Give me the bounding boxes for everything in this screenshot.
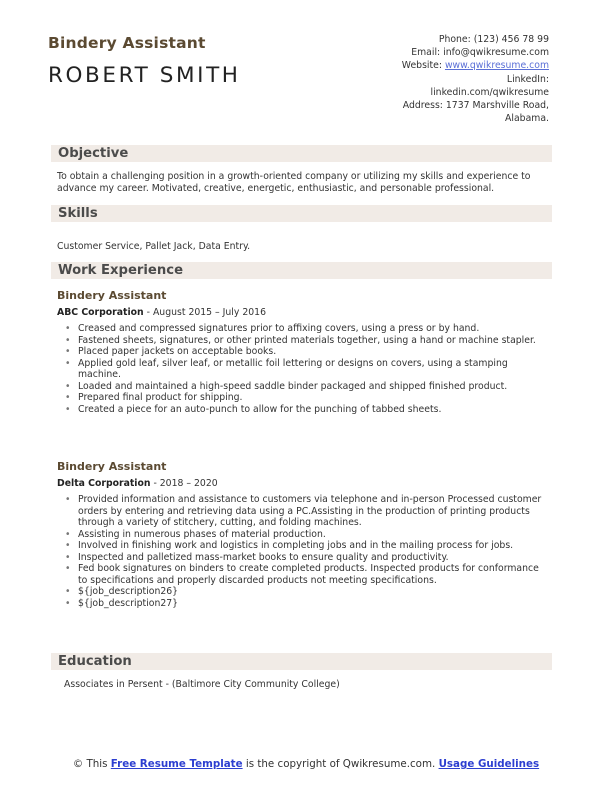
list-item: • Applied gold leaf, silver leaf, or metallic foil lettering or designs on covers, using a stamping machine. [62, 358, 550, 381]
contact-linkedin-value: linkedin.com/qwikresume [430, 86, 549, 98]
list-item: • Created a piece for an auto-punch to allow for the punching of tabbed sheets. [62, 404, 550, 416]
job-title: Bindery Assistant [57, 289, 167, 302]
job-dates: - August 2015 – July 2016 [143, 307, 266, 318]
contact-website-label: Website: [401, 60, 445, 72]
candidate-name: ROBERT SMITH [48, 63, 241, 88]
section-title-work: Work Experience [58, 263, 184, 278]
contact-address-line1: Address: 1737 Marshville Road, [402, 100, 549, 112]
job-dates: - 2018 – 2020 [150, 478, 218, 489]
section-bar-objective [51, 145, 552, 162]
job-company-line [57, 478, 218, 489]
company-name: Delta Corporation [57, 478, 151, 489]
list-item: • Creased and compressed signatures prior to affixing covers, using a press or by hand. [62, 323, 550, 335]
education-text: Associates in Persent - (Baltimore City Community College) [64, 679, 340, 690]
list-item: • Fastened sheets, signatures, or other printed materials together, using a hand or machine stapler. [62, 335, 550, 347]
objective-text: To obtain a challenging position in a growth-oriented company or utilizing my skills and experience to advance my career. Motivated, creative, energetic, enthusiastic, and personable professional. [57, 171, 531, 194]
list-item: • Fed book signatures on binders to create completed products. Inspected products for conformance to specifications and properly discarded products not meeting specifications. [62, 563, 550, 586]
contact-website [339, 59, 549, 72]
list-item: • Placed paper jackets on acceptable books. [62, 346, 550, 358]
contact-block [339, 33, 549, 125]
footer-copyright [60, 758, 552, 771]
list-item: • Prepared final product for shipping. [62, 392, 550, 404]
company-name: ABC Corporation [57, 307, 144, 318]
list-item: • Assisting in numerous phases of material production. [62, 529, 550, 541]
list-item: • Loaded and maintained a high-speed saddle binder packaged and shipped finished product. [62, 381, 550, 393]
section-title-objective: Objective [58, 146, 129, 161]
footer-prefix: © This [72, 758, 111, 770]
header-job-title: Bindery Assistant [48, 34, 206, 52]
job-title: Bindery Assistant [57, 460, 167, 473]
job-company-line [57, 307, 266, 318]
skills-text: Customer Service, Pallet Jack, Data Entry. [57, 241, 251, 252]
free-resume-template-link[interactable]: Free Resume Template [110, 758, 243, 770]
section-title-education: Education [58, 654, 132, 669]
list-item: • ${job_description27} [62, 598, 550, 610]
list-item: • ${job_description26} [62, 586, 550, 598]
website-link[interactable]: www.qwikresume.com [444, 60, 549, 72]
section-bar-education [51, 653, 552, 670]
contact-address-line2: Alabama. [505, 113, 549, 125]
footer-middle: is the copyright of Qwikresume.com. [242, 758, 439, 770]
contact-phone: Phone: (123) 456 78 99 [438, 34, 549, 45]
section-bar-skills [51, 205, 552, 222]
job-bullet-list [62, 323, 550, 415]
list-item: • Inspected and palletized mass-market books to ensure quality and productivity. [62, 552, 550, 564]
list-item: • Provided information and assistance to customers via telephone and in-person Processed customer orders by entering and retrieving data using a PC.Assisting in the production of printing products through a variety of stitchery, cutting, and folding machines. [62, 494, 550, 529]
contact-email: Email: info@qwikresume.com [411, 47, 549, 59]
section-bar-work [51, 262, 552, 279]
usage-guidelines-link[interactable]: Usage Guidelines [438, 758, 540, 770]
section-title-skills: Skills [58, 206, 98, 221]
list-item: • Involved in finishing work and logistics in completing jobs and in the mailing process for jobs. [62, 540, 550, 552]
job-bullet-list [62, 494, 550, 609]
contact-linkedin-label: LinkedIn: [506, 73, 549, 85]
